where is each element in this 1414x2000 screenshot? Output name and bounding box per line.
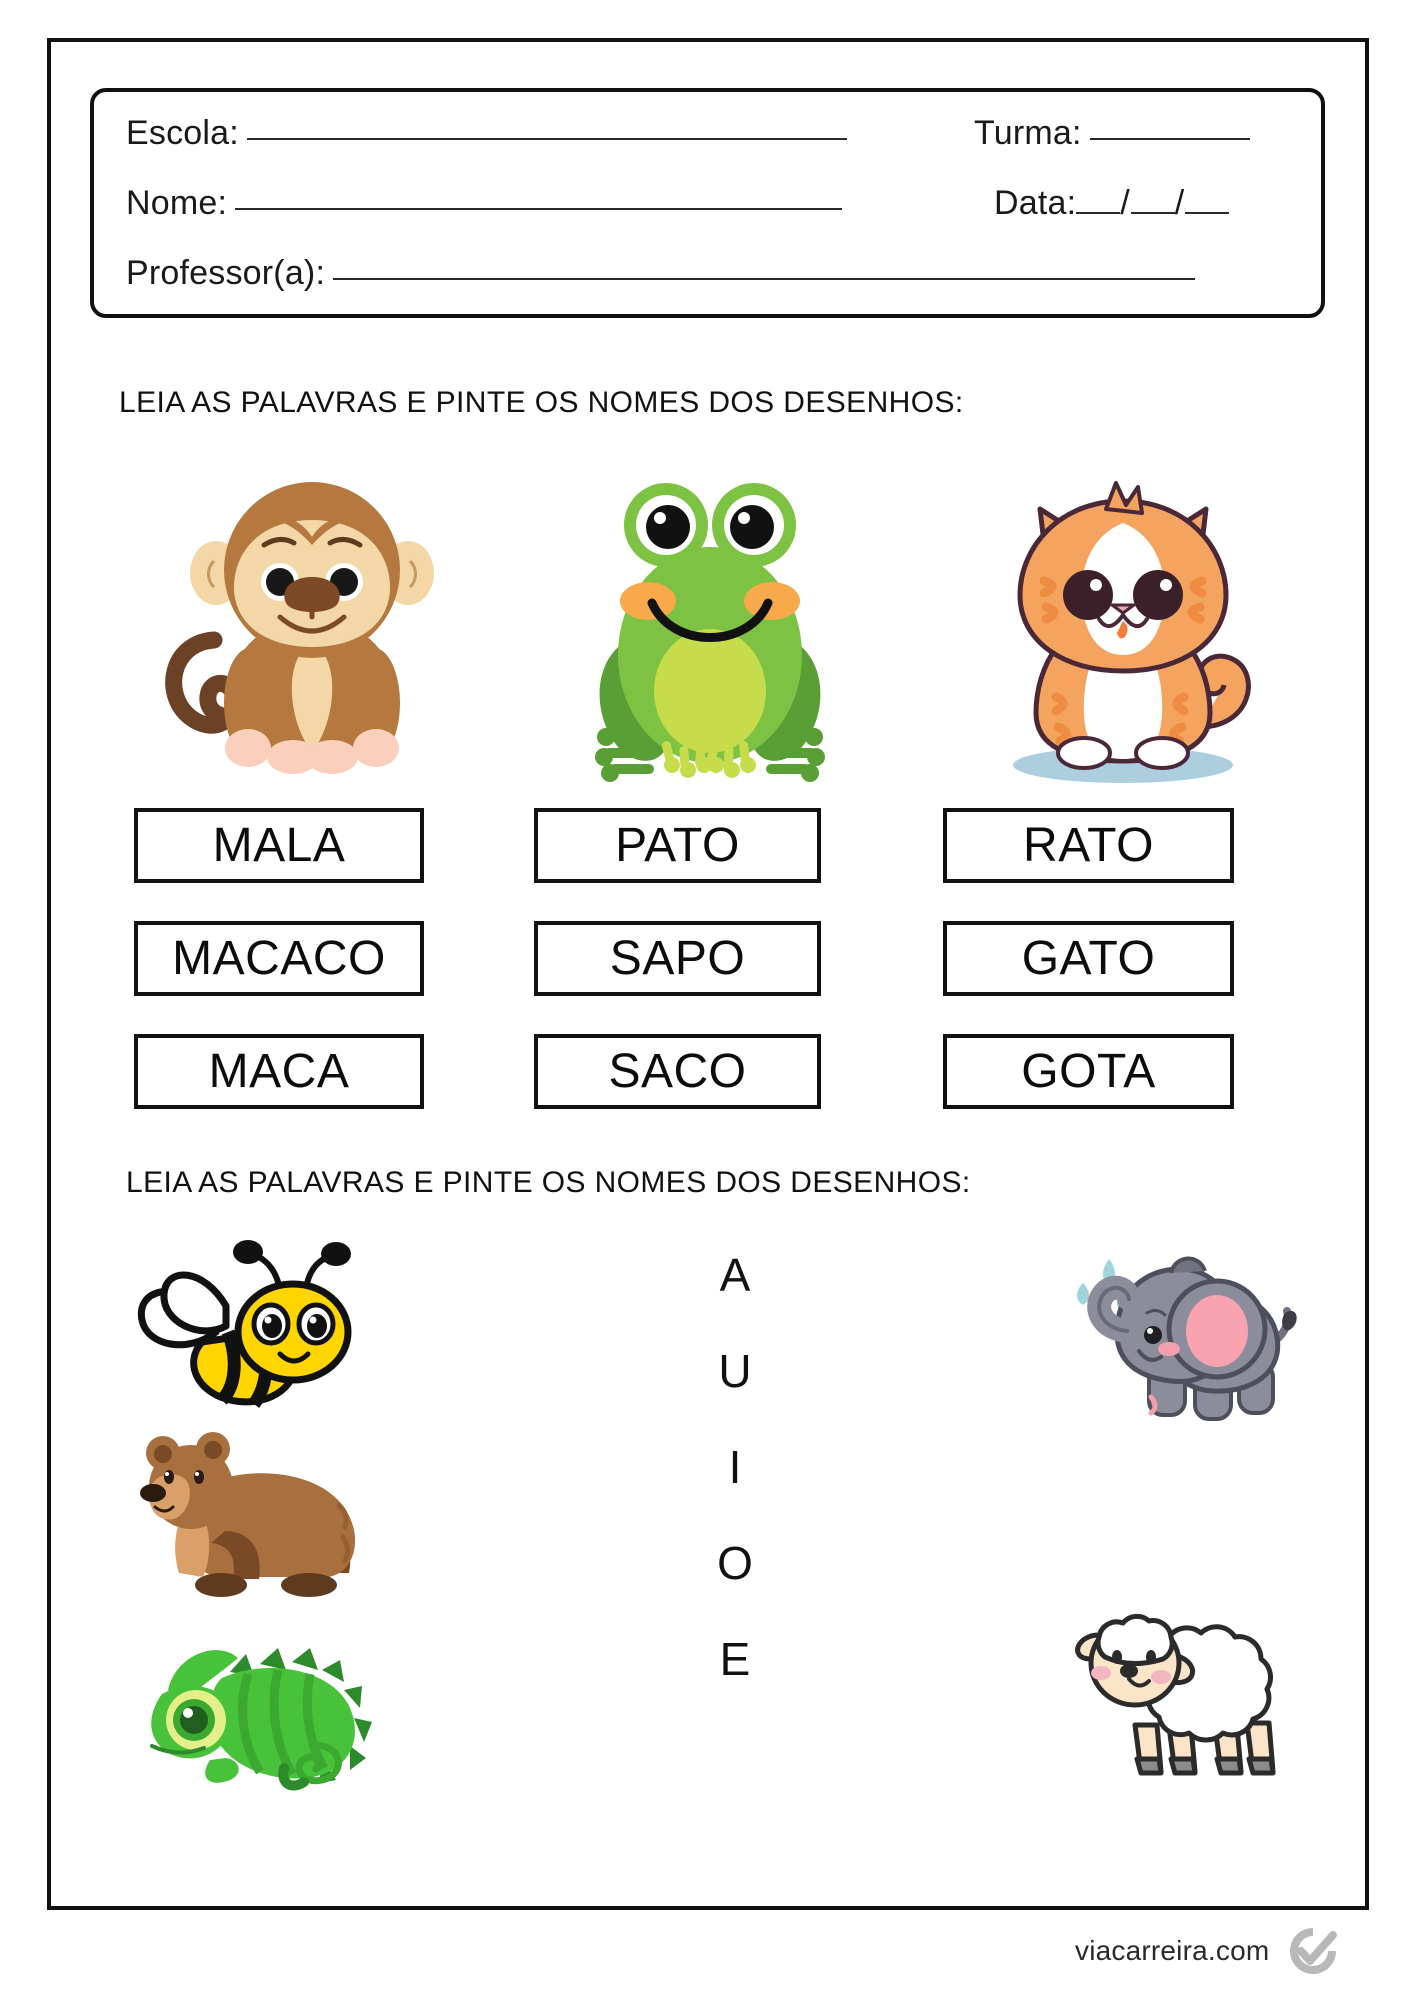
picture-elephant [1065, 1225, 1315, 1425]
section-2 [90, 1215, 1330, 1855]
picture-cat [916, 455, 1329, 785]
vowel-letter[interactable]: A [719, 1249, 751, 1301]
section-1-picture-row [90, 455, 1330, 785]
instruction-section-2: LEIA AS PALAVRAS E PINTE OS NOMES DOS DESENHOS: [126, 1166, 971, 1199]
frog-icon [580, 465, 840, 785]
picture-sheep [1070, 1570, 1300, 1795]
bear-icon [133, 1425, 383, 1600]
word-box[interactable]: MACACO [134, 921, 424, 996]
field-data [994, 184, 1229, 223]
data-label: Data: [994, 184, 1077, 222]
nome-label: Nome: [126, 184, 228, 222]
field-professor [126, 254, 1195, 293]
picture-chameleon [123, 1625, 393, 1800]
word-box[interactable]: MACA [134, 1034, 424, 1109]
professor-label: Professor(a): [126, 254, 326, 292]
chameleon-icon [126, 1628, 391, 1798]
vowel-column-container [675, 1215, 795, 1855]
word-box[interactable]: RATO [943, 808, 1234, 883]
date-blanks[interactable] [1076, 184, 1229, 223]
professor-blank-line[interactable] [333, 278, 1195, 280]
cat-icon [978, 465, 1268, 785]
date-day-blank[interactable] [1076, 212, 1120, 214]
sheep-icon [1073, 1575, 1298, 1790]
date-month-blank[interactable] [1131, 212, 1175, 214]
section-2-left-animals [115, 1215, 445, 1855]
vowel-letter[interactable]: I [728, 1441, 742, 1493]
instruction-section-1: LEIA AS PALAVRAS E PINTE OS NOMES DOS DESENHOS: [119, 386, 964, 419]
date-sep-1: / [1120, 184, 1131, 222]
word-box-grid [134, 808, 1324, 1109]
word-box[interactable]: PATO [534, 808, 821, 883]
vowel-letter[interactable]: O [717, 1537, 753, 1589]
escola-blank-line[interactable] [247, 138, 847, 140]
turma-blank-line[interactable] [1090, 138, 1250, 140]
field-escola [126, 114, 847, 153]
bee-icon [130, 1228, 360, 1408]
picture-bee [125, 1225, 365, 1410]
turma-label: Turma: [974, 114, 1082, 152]
word-box[interactable]: SAPO [534, 921, 821, 996]
nome-blank-line[interactable] [235, 208, 842, 210]
vowel-letter[interactable]: U [718, 1345, 752, 1397]
picture-monkey [90, 455, 503, 785]
word-box[interactable]: MALA [134, 808, 424, 883]
date-sep-2: / [1174, 184, 1186, 222]
vowel-column [675, 1215, 795, 1855]
word-box[interactable]: SACO [534, 1034, 821, 1109]
footer-watermark [1075, 1925, 1339, 1977]
picture-frog [503, 455, 916, 785]
check-badge-icon [1287, 1925, 1339, 1977]
escola-label: Escola: [126, 114, 239, 152]
section-2-right-animals [970, 1215, 1310, 1855]
word-box[interactable]: GOTA [943, 1034, 1234, 1109]
word-box[interactable]: GATO [943, 921, 1234, 996]
student-identification-box [90, 88, 1325, 318]
field-nome [126, 184, 842, 223]
vowel-letter[interactable]: E [719, 1633, 751, 1685]
elephant-icon [1065, 1225, 1315, 1425]
footer-site-text: viacarreira.com [1075, 1935, 1270, 1966]
monkey-icon [152, 465, 442, 785]
field-turma [974, 114, 1250, 153]
date-year-blank[interactable] [1185, 212, 1229, 214]
picture-bear [133, 1420, 383, 1605]
